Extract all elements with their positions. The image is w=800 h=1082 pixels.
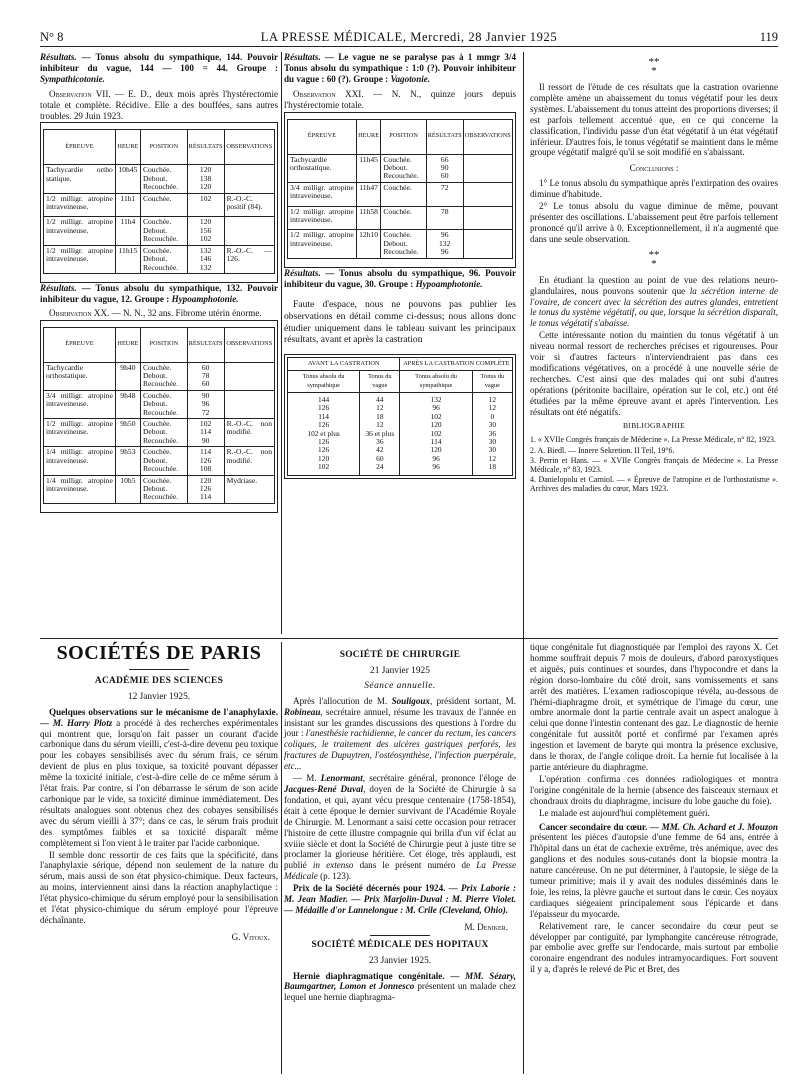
position-value: Couchée. — [383, 182, 412, 192]
table-header: OBSERVATIONS — [224, 327, 274, 362]
header-rule — [40, 46, 778, 47]
summary-cell: 24 — [360, 463, 400, 475]
section-rule — [40, 638, 778, 639]
asterism: ** * — [648, 248, 660, 270]
cell-observation: R.-O.-C. non modifié. — [224, 419, 274, 447]
summary-cell: 36 — [472, 430, 512, 438]
asterism: ** * — [648, 56, 660, 77]
author-signature: M. Deniker. — [464, 921, 508, 932]
result-value: 102 — [199, 234, 212, 244]
table-header: OBSERVATIONS — [224, 130, 274, 165]
cell-position — [140, 217, 187, 245]
position-value: Couchée. — [383, 206, 412, 216]
position-value: Couchée. — [142, 419, 172, 429]
summary-cell: 102 — [288, 463, 360, 475]
conclusions-heading: Conclusions : — [629, 163, 679, 174]
cell-resultat — [426, 182, 463, 206]
test-table-obs7 — [40, 122, 278, 282]
table-header: HEURE — [356, 119, 381, 154]
societes-column-3: tique congénitale fut diagnostiquée par l'emploi des rayons X. Cet homme souffrait depuis 7 mois de douleurs, d'abord paroxystiques et aiguës, puis continues et sourdes, dans l'hypocondre et dans la région dorso-lombaire du côté droit, sans vomissements et sans arrêt des matières. L'examen radioscopique révéla, au-dessous de l'hémi-diaphragme droit, et symétrique de l'image du cœur, une ombre anormale dont la partie centrale avait un aspect analogue à celui que donne l'intestin contenant des gaz. Le diagnostic de hernie congénitale fut aussitôt porté et confirmé par l'examen après ingestion et lavement de baryte qui montra la présence exclusive, dans le thorax, de l'angle colique droit. La hernie fut localisée à la partie antérieure du diaphragme. L'opération confirma ces données radiologiques et montra l'origine congénitale de la hernie (absence des faisceaux sternaux et chondraux droits du diaphragme, incisure du lobe gauche du foie). Le malade est aujourd'hui complètement guéri. Cancer secondaire du cœur. — MM. Ch. Achard et J. Mouzon présentent les pièces d'autopsie d'une femme de 64 ans, entrée à l'hôpital dans un état de cachexie extrême, très anémique, avec des ganglions et des nodules sous-cutanés dont la biopsie montra la nature cancéreuse. On ne put déterminer, à l'autopsie, le siège de la tumeur primitive; mais il y avait des nodules disséminés dans le foie, les reins, la plèvre gauche et surtout dans le cœur. Ces noyaux cardiaques siégeaient principalement sous l'épicarde et dans l'épaisseur du myocarde. Relativement rare, le cancer secondaire du cœur peut se développer par contiguïté, par lymphangite cancéreuse rétrograde, par embolie avec greffe sur l'endocarde, mais surtout par embolie coronaire engendrant des nodules intramyocardiques. Fort souvent il y a, d'après le relevé de Pic et Bret, des — [530, 642, 778, 975]
cell-resultat — [187, 245, 224, 273]
cell-observation — [463, 206, 512, 230]
bibliography-list — [530, 435, 778, 493]
summary-cell: 126 — [288, 404, 360, 412]
result-value: 114 — [200, 492, 212, 502]
hopitaux-date: 23 Janvier 1925. — [368, 955, 432, 966]
cell-resultat — [187, 447, 224, 475]
position-value: Couchée. — [142, 475, 172, 485]
position-value: Debout. — [142, 371, 168, 381]
position-value: Recouchée. — [383, 247, 419, 257]
result-value: 114 — [200, 447, 212, 457]
position-value: Recouchée. — [142, 262, 179, 272]
table-row — [288, 182, 513, 206]
cell-heure: 9h48 — [115, 390, 140, 418]
result-value: 102 — [199, 419, 212, 429]
cell-observation — [463, 154, 512, 182]
summary-table: AVANT LA CASTRATION APRÈS LA CASTRATION COMPLÈTE Tonus absolu du sympathique Tonus du vague Tonus absolu du sympathique Tonus du vague 144 44 132 12 126 12 96 12 114 18 102 0 126 12 120 30 102 et plus 36 et plus 102 36 126 36 114 30 126 42 120 30 120 60 96 12 102 24 96 18 — [284, 354, 516, 479]
table-header: ÉPREUVE — [44, 130, 116, 165]
cell-resultat — [187, 193, 224, 217]
academie-date: 12 Janvier 1925. — [127, 691, 191, 702]
table-header: HEURE — [115, 130, 140, 165]
cell-position — [140, 165, 187, 193]
table-header: POSITION — [140, 130, 187, 165]
cell-epreuve: 1/2 milligr. atropine intraveineuse. — [288, 230, 357, 258]
cell-position — [381, 154, 426, 182]
summary-cell: 30 — [472, 446, 512, 454]
cell-resultat — [187, 475, 224, 503]
result-value: 72 — [201, 407, 210, 417]
result-value: 138 — [199, 173, 212, 183]
bib-item: 4. Danielopolu et Carniol. — « Épreuve de l'atropine et de l'orthostatisme ». Archives des maladies du cœur, Mars 1923. — [530, 475, 778, 494]
summary-cell: 12 — [360, 421, 400, 429]
position-value: Couchée. — [383, 230, 412, 240]
result-value: 156 — [199, 225, 212, 235]
bib-item: 1. « XVIIe Congrès français de Médecine ». La Presse Médicale, n° 82, 1923. — [530, 435, 776, 445]
summary-cell: 36 — [360, 438, 400, 446]
position-value: Recouchée. — [142, 379, 179, 389]
position-value: Debout. — [383, 162, 408, 172]
page-number: 119 — [759, 30, 778, 44]
table-row — [44, 245, 275, 273]
cell-position — [140, 447, 187, 475]
summary-cell: 12 — [472, 404, 512, 412]
cell-resultat — [426, 154, 463, 182]
hopitaux-heading: SOCIÉTÉ MÉDICALE DES HOPITAUX — [311, 939, 489, 950]
position-value: Couchée. — [142, 217, 172, 227]
table-row — [44, 217, 275, 245]
position-value: Recouchée. — [142, 407, 179, 417]
result-value: 120 — [199, 217, 212, 227]
chirurgie-date: 21 Janvier 1925 — [370, 665, 430, 676]
cell-observation — [463, 182, 512, 206]
cell-position — [140, 419, 187, 447]
summary-cell: 12 — [472, 393, 512, 405]
table-row — [288, 154, 513, 182]
chirurgie-heading: SOCIÉTÉ DE CHIRURGIE — [339, 650, 461, 660]
result-value: 96 — [440, 247, 449, 257]
cell-position — [140, 475, 187, 503]
table-header: OBSERVATIONS — [463, 119, 512, 154]
cell-heure: 11h58 — [356, 206, 381, 230]
result-value: 126 — [199, 483, 212, 493]
cell-heure: 10h5 — [115, 475, 140, 503]
bib-item: 3. Perrin et Hans. — « XVIIe Congrès français de Médecine ». La Presse Médicale, n° 83, 1923. — [530, 455, 778, 474]
position-value: Couchée. — [142, 447, 172, 457]
cell-position — [140, 390, 187, 418]
summary-cell: 30 — [472, 421, 512, 429]
cell-position — [140, 362, 187, 390]
cell-observation — [463, 230, 512, 258]
summary-row — [288, 463, 513, 475]
result-value: 96 — [440, 230, 449, 240]
cell-observation — [224, 390, 274, 418]
group-after: APRÈS LA CASTRATION COMPLÈTE — [400, 357, 513, 370]
cell-epreuve: 1/2 milligr. atropine intraveineuse. — [44, 245, 116, 273]
table-header: ÉPREUVE — [288, 119, 357, 154]
column-3: ** * Il ressort de l'étude de ces résultats que la castration ovarienne complète amène un abaissement du tonus végétatif pour les deux systèmes. L'abaissement du tonus atteint des proportions diverses; il est parfois tellement accentué que, en ce qui concerne la classification, l'individu passe d'un état végétatif à un état végétatif inférieur. D'autres fois, le tonus végétatif se maintient dans le même groupe végétatif malgré qu'il se soit modifié en s'abaissant. Conclusions : 1° Le tonus absolu du sympathique après l'extirpation des ovaires diminue d'habitude. 2° Le tonus absolu du vague diminue de même, pouvant présenter des oscillations. L'abaissement peut être parfois tellement prononcé qu'il arrive à 0. Exceptionnellement, il n'a augmenté que dans une seule observation. ** * En étudiant la question au point de vue des relations neuro-glandulaires, nous pouvons soutenir que la sécrétion interne de l'ovaire, de concert avec la sécrétion des autres glandes, entretient le tonus du système végétatif, ou que, lorsque la sécrétion disparaît, le tonus végétatif s'abaisse. Cette intéressante notion du maintien du tonus végétatif à un niveau normal ressort de recherches précises et rigoureuses. Pour voir si d'autres facteurs n'interviendraient pas dans ces modifications végétatives, on a procédé à une nouvelle série de recherches. C'est ainsi que des malades qui ont subi d'autres opérations (péritonite bacillaire, opération sur le col, etc.) ont été étudiées par la même épreuve avant et après l'intervention. Les résultats ont été négatifs. BIBLIOGRAPHIE 1. « XVIIe Congrès français de Médecine ». La Presse Médicale, n° 82, 1923. 2. A. Biedl. — Innere Sekretion. II Teil, 19°6. 3. Perrin et Hans. — « XVIIe Congrès français de Médecine ». La Presse Médicale, n° 83, 1923. 4. Danielopolu et Carniol. — « Épreuve de l'atropine et de l'orthostatisme ». Archives des maladies du cœur, Mars 1923. — [530, 56, 778, 494]
cell-heure: 12h10 — [356, 230, 381, 258]
cell-epreuve: Tachycardie orthostatique. — [44, 362, 116, 390]
result-value: 132 — [199, 245, 212, 255]
author-signature: G. Vitoux. — [231, 931, 270, 942]
table-row — [44, 193, 275, 217]
summary-cell: 126 — [288, 438, 360, 446]
cell-observation: R.-O.-C. non modifié. — [224, 447, 274, 475]
summary-cell: 12 — [472, 455, 512, 463]
position-value: Recouchée. — [383, 171, 419, 181]
result-value: 60 — [201, 379, 210, 389]
summary-cell: 102 — [400, 413, 472, 421]
position-value: Recouchée. — [142, 234, 179, 244]
cell-heure: 9h40 — [115, 362, 140, 390]
cell-heure: 11h4 — [115, 217, 140, 245]
result-value: 108 — [199, 464, 212, 474]
summary-cell: 132 — [400, 393, 472, 405]
cell-heure: 9h50 — [115, 419, 140, 447]
result-value: 66 — [440, 154, 449, 164]
table-header: RÉSULTATS — [187, 130, 224, 165]
summary-cell: 42 — [360, 446, 400, 454]
table-header: HEURE — [115, 327, 140, 362]
cell-epreuve: 1/2 milligr. atropine intraveineuse. — [288, 206, 357, 230]
cell-position — [381, 182, 426, 206]
test-table-obs20 — [40, 320, 278, 513]
result-value: 120 — [199, 182, 212, 192]
result-value: 60 — [201, 362, 210, 372]
table-row — [288, 230, 513, 258]
summary-cell: 96 — [400, 455, 472, 463]
cell-epreuve: Tachycardie ortho statique. — [44, 165, 116, 193]
summary-cell: 96 — [400, 404, 472, 412]
summary-cell: 18 — [472, 463, 512, 475]
position-value: Debout. — [142, 483, 168, 493]
column-2: Résultats. — Le vague ne se paralyse pas à 1 mmgr 3/4 Tonus absolu du sympathique : 1:0 (?). Pouvoir inhibiteur du vague : 60 (?). Groupe : Vagotonie. Observation XXI. — N. N., quinze jours depuis l'hystérectomie totale. ÉPREUVE HEURE POSITION RÉSULTATS OBSERVATIONS Tachycardie orthostatique. 11h45 Couchée. Debout. Recouchée. 66 90 60 3/4 milligr. atropine intraveineuse. 11h47 Couchée. 72 1/2 milligr. atropine intraveineuse. 11h58 Couchée. 78 1/2 milligr. atropine intraveineuse. 12h10 Couchée. Debout. Recouchée. 96 132 96 Résultats. — Tonus absolu du sympathique, 96. Pouvoir inhibiteur du vague, 30. Groupe : Hypoamphotonie. Faute d'espace, nous ne pouvons pas publier les observations en détail comme ci-dessus; nous allons donc étudier uniquement dans le tableau suivant les principaux résultats, avant et après la castration AVANT LA CASTRATION APRÈS LA CASTRATION COMPLÈTE Tonus absolu du sympathique Tonus du vague Tonus absolu du sympathique Tonus du vague 144 44 132 12 126 12 96 12 114 18 102 0 126 12 120 30 102 et plus 36 et plus 102 36 126 36 114 30 126 42 120 30 120 60 96 12 102 24 96 18 — [284, 52, 516, 479]
table-header: RÉSULTATS — [187, 327, 224, 362]
position-value: Couchée. — [142, 362, 172, 372]
table-row — [44, 475, 275, 503]
summary-cell: 96 — [400, 463, 472, 475]
cell-heure: 11h1 — [115, 193, 140, 217]
summary-cell: 114 — [288, 413, 360, 421]
position-value: Debout. — [142, 399, 168, 409]
summary-cell: 36 et plus — [360, 430, 400, 438]
cell-epreuve: 1/4 milligr. atropine intraveineuse. — [44, 475, 116, 503]
result-value: 90 — [201, 390, 210, 400]
cell-resultat — [187, 362, 224, 390]
summary-cell: 114 — [400, 438, 472, 446]
column-1: Résultats. — Tonus absolu du sympathique, 144. Pouvoir inhibiteur du vague, 144 — 100 = 44. Groupe : Sympathicotonie. Observation VII. — E. D., deux mois après l'hystérectomie totale et complète. Récidive. Elle a des bouffées, sans autres troubles. 29 Juin 1923. ÉPREUVE HEURE POSITION RÉSULTATS OBSERVATIONS Tachycardie ortho statique. 10h45 Couchée. Debout. Recouchée. 120 138 120 1/2 milligr. atropine intraveineuse. 11h1 Couchée. 102 R.-O.-C. positif (84). 1/2 milligr. atropine intraveineuse. 11h4 Couchée. Debout. Recouchée. 120 156 102 1/2 milligr. atropine intraveineuse. 11h15 Couchée. Debout. Recouchée. 132 146 132 R.-O.-C. — 126. Résultats. — Tonus absolu du sympathique, 132. Pouvoir inhibiteur du vague, 12. Groupe : Hypoamphotonie. Observation XX. — N. N., 32 ans. Fibrome utérin énorme. ÉPREUVE HEURE POSITION RÉSULTATS OBSERVATIONS Tachycardie orthostatique. 9h40 Couchée. Debout. Recouchée. 60 78 60 3/4 milligr. atropine intraveineuse. 9h48 Couchée. Debout. Recouchée. 90 96 72 1/2 milligr. atropine intraveineuse. 9h50 Couchée. Debout. Recouchée. 102 114 90 R.-O.-C. non modifié. 1/4 milligr. atropine intraveineuse. 9h53 Couchée. Debout. Recouchée. 114 126 108 R.-O.-C. non modifié. 1/4 milligr. atropine intraveineuse. 10h5 Couchée. Debout. Recouchée. 120 126 114 Mydriase. — [40, 52, 278, 513]
test-table-obs21 — [284, 112, 516, 268]
issue-number: N° 8 — [40, 30, 64, 44]
cell-epreuve: 1/2 milligr. atropine intraveineuse. — [44, 193, 116, 217]
cell-resultat — [187, 390, 224, 418]
position-value: Couchée. — [142, 390, 172, 400]
position-value: Debout. — [142, 427, 168, 437]
cell-position — [381, 230, 426, 258]
summary-intro: Faute d'espace, nous ne pouvons pas publier les observations en détail comme ci-dessus; nous allons donc étudier uniquement dans le tableau suivant les principaux résultats, avant et après la castration — [284, 299, 516, 346]
result-value: 102 — [199, 193, 212, 203]
cell-resultat — [187, 165, 224, 193]
summary-cell: 120 — [400, 446, 472, 454]
result-value: 90 — [440, 162, 449, 172]
position-value: Debout. — [142, 455, 168, 465]
cell-position — [381, 206, 426, 230]
result-value: 114 — [200, 427, 212, 437]
cell-observation — [224, 217, 274, 245]
summary-cell: 0 — [472, 413, 512, 421]
result-value: 72 — [440, 182, 449, 192]
group-before: AVANT LA CASTRATION — [288, 357, 400, 370]
result-value: 60 — [440, 171, 449, 181]
summary-cell: 126 — [288, 446, 360, 454]
result-value: 146 — [199, 254, 212, 264]
table-row — [288, 206, 513, 230]
bibliography-heading: BIBLIOGRAPHIE — [622, 421, 686, 431]
result-value: 78 — [440, 206, 449, 216]
cell-observation: R.-O.-C. — 126. — [224, 245, 274, 273]
position-value: Recouchée. — [142, 492, 179, 502]
table-row — [44, 447, 275, 475]
cell-resultat — [187, 419, 224, 447]
cell-epreuve: 1/2 milligr. atropine intraveineuse. — [44, 217, 116, 245]
seance-label: Séance annuelle. — [364, 680, 436, 691]
cell-observation: R.-O.-C. positif (84). — [224, 193, 274, 217]
position-value: Couchée. — [142, 165, 172, 175]
cell-epreuve: 3/4 milligr. atropine intraveineuse. — [288, 182, 357, 206]
cell-observation — [224, 362, 274, 390]
position-value: Debout. — [383, 238, 408, 248]
result-value: 126 — [199, 455, 212, 465]
cell-heure: 10h45 — [115, 165, 140, 193]
summary-cell: 44 — [360, 393, 400, 405]
result-value: 120 — [199, 475, 212, 485]
position-value: Recouchée. — [142, 464, 179, 474]
result-value: 120 — [199, 165, 212, 175]
cell-resultat — [426, 230, 463, 258]
result-value: 90 — [201, 435, 210, 445]
position-value: Recouchée. — [142, 182, 179, 192]
result-value: 78 — [201, 371, 210, 381]
summary-cell: 60 — [360, 455, 400, 463]
bib-item: 2. A. Biedl. — Innere Sekretion. II Teil, 19°6. — [530, 445, 675, 455]
position-value: Debout. — [142, 173, 168, 183]
summary-cell: 126 — [288, 421, 360, 429]
journal-title: LA PRESSE MÉDICALE, Mercredi, 28 Janvier 1925 — [260, 30, 558, 44]
table-row — [44, 390, 275, 418]
table-row — [44, 362, 275, 390]
position-value: Couchée. — [142, 245, 172, 255]
position-value: Recouchée. — [142, 435, 179, 445]
cell-position — [140, 245, 187, 273]
page-header — [40, 30, 778, 46]
summary-cell: 12 — [360, 404, 400, 412]
cell-resultat — [187, 217, 224, 245]
summary-cell: 120 — [288, 455, 360, 463]
societes-column-2: SOCIÉTÉ DE CHIRURGIE 21 Janvier 1925 Séance annuelle. Après l'allocution de M. Souligoux, président sortant, M. Robineau, secrétaire annuel, résume les travaux de l'année en insistant sur les grandes discussions des questions à l'ordre du jour : l'anesthésie rachidienne, le cancer du rectum, les cancers coliques, le traitement des ulcères gastriques perforés, les fractures de Dupuytren, l'ostéosynthèse, l'infection puerpérale, etc... — M. Lenormant, secrétaire général, prononce l'éloge de Jacques-René Duval, doyen de la Société de Chirurgie à sa fondation, et qui, ayant vécu presque centenaire (1758-1854), était à cette époque le dernier survivant de l'Académie Royale de Chirurgie. M. Lenormant a saisi cette occasion pour retracer l'histoire de cette illustre compagnie qui brilla d'un vif éclat au xviiie siècle et dont la Société de Chirurgie peut à juste titre se proclamer la glorieuse héritière. Cet éloge, très applaudi, est publié in extenso dans le présent numéro de La Presse Médicale (p. 123). Prix de la Société décernés pour 1924. — Prix Laborie : M. Jean Madier. — Prix Marjolin-Duval : M. Pierre Violet. — Médaille d'or Lannelongue : M. Crile (Cleveland, Ohio). M. Deniker. SOCIÉTÉ MÉDICALE DES HOPITAUX 23 Janvier 1925. Hernie diaphragmatique congénitale. — MM. Sézary, Baumgartner, Lomon et Jonnesco présentent un malade chez lequel une hernie diaphragma- — [284, 650, 517, 1003]
table-row — [44, 419, 275, 447]
summary-cell: 120 — [400, 421, 472, 429]
summary-cell: 30 — [472, 438, 512, 446]
result-value: 132 — [438, 238, 451, 248]
cell-epreuve: 3/4 milligr. atropine intraveineuse. — [44, 390, 116, 418]
table-header: POSITION — [140, 327, 187, 362]
cell-heure: 9h53 — [115, 447, 140, 475]
cell-position — [140, 193, 187, 217]
table-row — [44, 165, 275, 193]
table-header: ÉPREUVE — [44, 327, 116, 362]
table-header: RÉSULTATS — [426, 119, 463, 154]
table-header: POSITION — [381, 119, 426, 154]
cell-observation: Mydriase. — [224, 475, 274, 503]
cell-resultat — [426, 206, 463, 230]
summary-cell: 144 — [288, 393, 360, 405]
cell-observation — [224, 165, 274, 193]
position-value: Couchée. — [383, 154, 412, 164]
result-value: 132 — [199, 262, 212, 272]
societes-title: SOCIÉTÉS DE PARIS — [56, 642, 262, 664]
cell-epreuve: 1/4 milligr. atropine intraveineuse. — [44, 447, 116, 475]
position-value: Couchée. — [142, 193, 172, 203]
cell-heure: 11h15 — [115, 245, 140, 273]
position-value: Debout. — [142, 225, 168, 235]
result-value: 96 — [201, 399, 210, 409]
cell-epreuve: 1/2 milligr. atropine intraveineuse. — [44, 419, 116, 447]
academie-heading: ACADÉMIE DES SCIENCES — [94, 675, 224, 686]
cell-epreuve: Tachycardie orthostatique. — [288, 154, 357, 182]
cell-heure: 11h45 — [356, 154, 381, 182]
position-value: Debout. — [142, 254, 168, 264]
summary-cell: 102 — [400, 430, 472, 438]
summary-cell: 18 — [360, 413, 400, 421]
societes-column-1: SOCIÉTÉS DE PARIS ACADÉMIE DES SCIENCES 12 Janvier 1925. Quelques observations sur le mécanisme de l'anaphylaxie. — M. Harry Plotz a procédé à des recherches expérimentales qui montrent que, lorsqu'on fait passer un courant d'acide carbonique dans du sérum vieilli, c'est-à-dire devenu peu toxique pour les cobayes sensibilisés avec du sérum frais, ce sérum devient de plus en plus toxique, sa toxicité pouvant dépasser même la toxicité initiale, c'est-à-dire celle de ce même sérum à l'état frais. Par contre, si l'on débarrasse le sérum de son acide carbonique par le vide, sa toxicité diminue immédiatement. Des résultats analogues sont obtenus chez des cobayes sensibilisés avec du sérum vieilli à 37°; dans ce cas, le sérum frais produit des symptômes faibles et sa toxicité disparaît même complètement si l'on vient à le traiter par l'acide carbonique. Il semble donc ressortir de ces faits que la spécificité, dans l'anaphylaxie sérique, dépend non seulement de la nature du sérum, mais aussi de son état physico-chimique. Deux facteurs, au moins, interviennent ainsi dans la réaction anaphylactique : l'état physico-chimique du sérum employé pour la sensibilisation et l'état physico-chimique du sérum employé pour l'épreuve déchaînante. G. Vitoux. — [40, 642, 278, 942]
summary-cell: 102 et plus — [288, 430, 360, 438]
cell-heure: 11h47 — [356, 182, 381, 206]
